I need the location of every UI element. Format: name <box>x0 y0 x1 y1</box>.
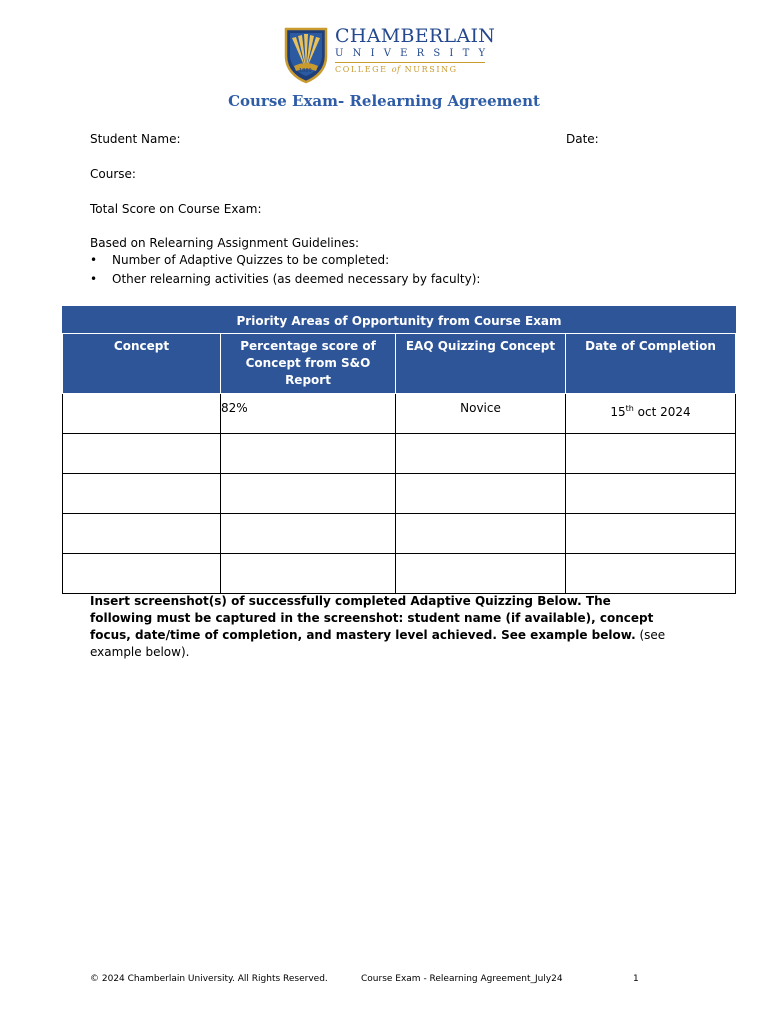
table-row <box>63 474 736 514</box>
course-label: Course: <box>90 167 136 181</box>
cell-percentage[interactable] <box>221 434 396 474</box>
cell-concept[interactable] <box>63 514 221 554</box>
page-title: Course Exam- Relearning Agreement <box>228 92 540 110</box>
table-row <box>63 434 736 474</box>
footer-page-number: 1 <box>633 974 639 984</box>
table-row <box>63 514 736 554</box>
cell-date[interactable] <box>566 434 736 474</box>
cell-eaq[interactable] <box>396 554 566 594</box>
bullet-dot-icon: • <box>90 272 98 286</box>
guidelines-label: Based on Relearning Assignment Guidelines: <box>90 236 360 250</box>
cell-date[interactable] <box>566 474 736 514</box>
logo-college-of-nursing: COLLEGE of NURSING <box>335 65 458 74</box>
bullet-dot-icon: • <box>90 253 98 267</box>
bullet-adaptive-quizzes: • Number of Adaptive Quizzes to be completed: <box>90 253 390 267</box>
header-date-of-completion: Date of Completion <box>566 334 736 394</box>
logo-wordmark: CHAMBERLAIN <box>335 25 496 47</box>
university-logo <box>283 25 496 86</box>
cell-date[interactable] <box>566 554 736 594</box>
instructions-bold: Insert screenshot(s) of successfully completed Adaptive Quizzing Below. The following must be captured in the screenshot: student name (if available), concept focus, date/time of completion, and mastery level achieved. See example below. <box>90 594 654 642</box>
cell-date[interactable]: 15th oct 2024 <box>566 394 736 434</box>
cell-percentage[interactable] <box>221 474 396 514</box>
header-concept: Concept <box>63 334 221 394</box>
footer-document-name: Course Exam - Relearning Agreement_July24 <box>361 974 563 984</box>
logo-university: UNIVERSITY <box>335 48 495 59</box>
table-row <box>63 394 736 434</box>
footer-copyright: © 2024 Chamberlain University. All Rights Reserved. <box>90 974 328 984</box>
cell-eaq[interactable] <box>396 514 566 554</box>
cell-eaq[interactable] <box>396 434 566 474</box>
cell-eaq[interactable] <box>396 474 566 514</box>
seal-year: 1889 <box>299 68 312 74</box>
total-score-label: Total Score on Course Exam: <box>90 202 262 216</box>
priority-areas-table <box>62 306 736 594</box>
cell-percentage[interactable] <box>221 554 396 594</box>
cell-date[interactable] <box>566 514 736 554</box>
cell-concept[interactable] <box>63 554 221 594</box>
table-banner: Priority Areas of Opportunity from Course Exam <box>63 307 736 334</box>
bullet-other-activities: • Other relearning activities (as deemed necessary by faculty): <box>90 272 481 286</box>
cell-percentage[interactable] <box>221 514 396 554</box>
cell-eaq[interactable]: Novice <box>396 394 566 434</box>
header-eaq-concept: EAQ Quizzing Concept <box>396 334 566 394</box>
screenshot-instructions <box>90 593 670 661</box>
cell-concept[interactable] <box>63 434 221 474</box>
header-percentage-score: Percentage score of Concept from S&O Report <box>221 334 396 394</box>
shield-crest-icon <box>283 26 329 84</box>
date-label: Date: <box>566 132 599 146</box>
cell-concept[interactable] <box>63 474 221 514</box>
table-row <box>63 554 736 594</box>
logo-divider <box>335 62 485 63</box>
student-name-label: Student Name: <box>90 132 181 146</box>
instructions-normal: (see example below). <box>90 628 666 659</box>
cell-concept[interactable] <box>63 394 221 434</box>
cell-percentage[interactable]: 82% <box>221 394 396 434</box>
